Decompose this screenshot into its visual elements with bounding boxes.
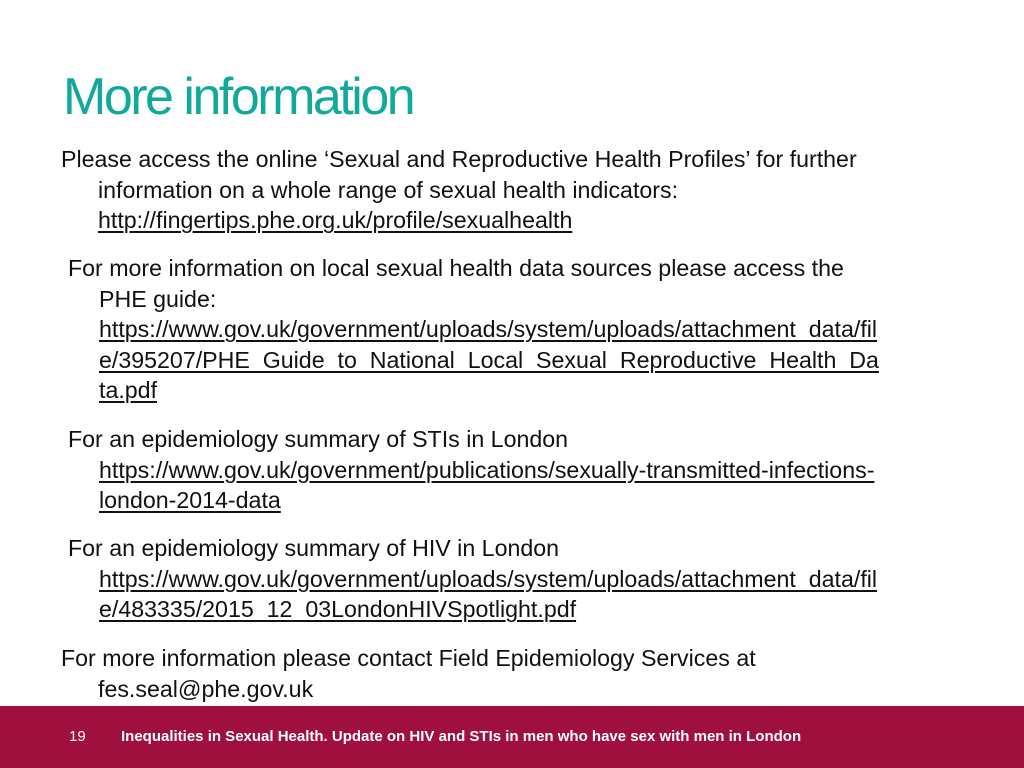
sti-link-line[interactable]: london-2014-data xyxy=(99,487,281,514)
hiv-link-line[interactable]: e/483335/2015_12_03LondonHIVSpotlight.pdf xyxy=(99,596,577,623)
phe-guide-link-line[interactable]: ta.pdf xyxy=(99,377,158,404)
profiles-link-wrap xyxy=(61,205,921,236)
slide-title: More information xyxy=(63,68,414,126)
phe-guide-link-line[interactable]: e/395207/PHE_Guide_to_National_Local_Sexual_Reproductive_Health_Da xyxy=(99,346,879,373)
hiv-link-wrap xyxy=(68,594,928,625)
sti-link-line[interactable]: https://www.gov.uk/government/publications/sexually-transmitted-infections- xyxy=(99,456,875,483)
footer-title: Inequalities in Sexual Health. Update on HIV and STIs in men who have sex with men in London xyxy=(121,728,802,745)
phe-guide-link-line[interactable]: https://www.gov.uk/government/uploads/system/uploads/attachment_data/fil xyxy=(99,316,878,343)
paragraph-line: Please access the online ‘Sexual and Reproductive Health Profiles’ for further xyxy=(61,146,857,172)
phe-guide-link-wrap xyxy=(68,345,928,376)
page-number: 19 xyxy=(69,728,86,745)
footer-bar xyxy=(0,706,1024,768)
paragraph-line: For an epidemiology summary of HIV in London xyxy=(68,535,560,561)
paragraph-phe-guide xyxy=(68,253,928,406)
profiles-link[interactable]: http://fingertips.phe.org.uk/profile/sexualhealth xyxy=(98,207,573,234)
phe-guide-link-wrap xyxy=(68,314,928,345)
hiv-link-wrap xyxy=(68,564,928,595)
paragraph-line: For an epidemiology summary of STIs in London xyxy=(68,426,569,452)
paragraph-line: For more information please contact Field Epidemiology Services at xyxy=(61,645,756,671)
paragraph-sti-summary xyxy=(68,424,928,516)
paragraph-hiv-summary xyxy=(68,533,928,625)
paragraph-line: information on a whole range of sexual health indicators: xyxy=(98,176,679,203)
paragraph-contact xyxy=(61,643,921,704)
contact-email: fes.seal@phe.gov.uk xyxy=(98,675,314,702)
paragraph-line: For more information on local sexual health data sources please access the xyxy=(68,255,844,281)
phe-guide-link-wrap xyxy=(68,375,928,406)
hiv-link-line[interactable]: https://www.gov.uk/government/uploads/system/uploads/attachment_data/fil xyxy=(99,565,878,592)
sti-link-wrap xyxy=(68,485,928,516)
paragraph-profiles xyxy=(61,144,921,236)
sti-link-wrap xyxy=(68,455,928,486)
paragraph-line: PHE guide: xyxy=(99,285,217,312)
